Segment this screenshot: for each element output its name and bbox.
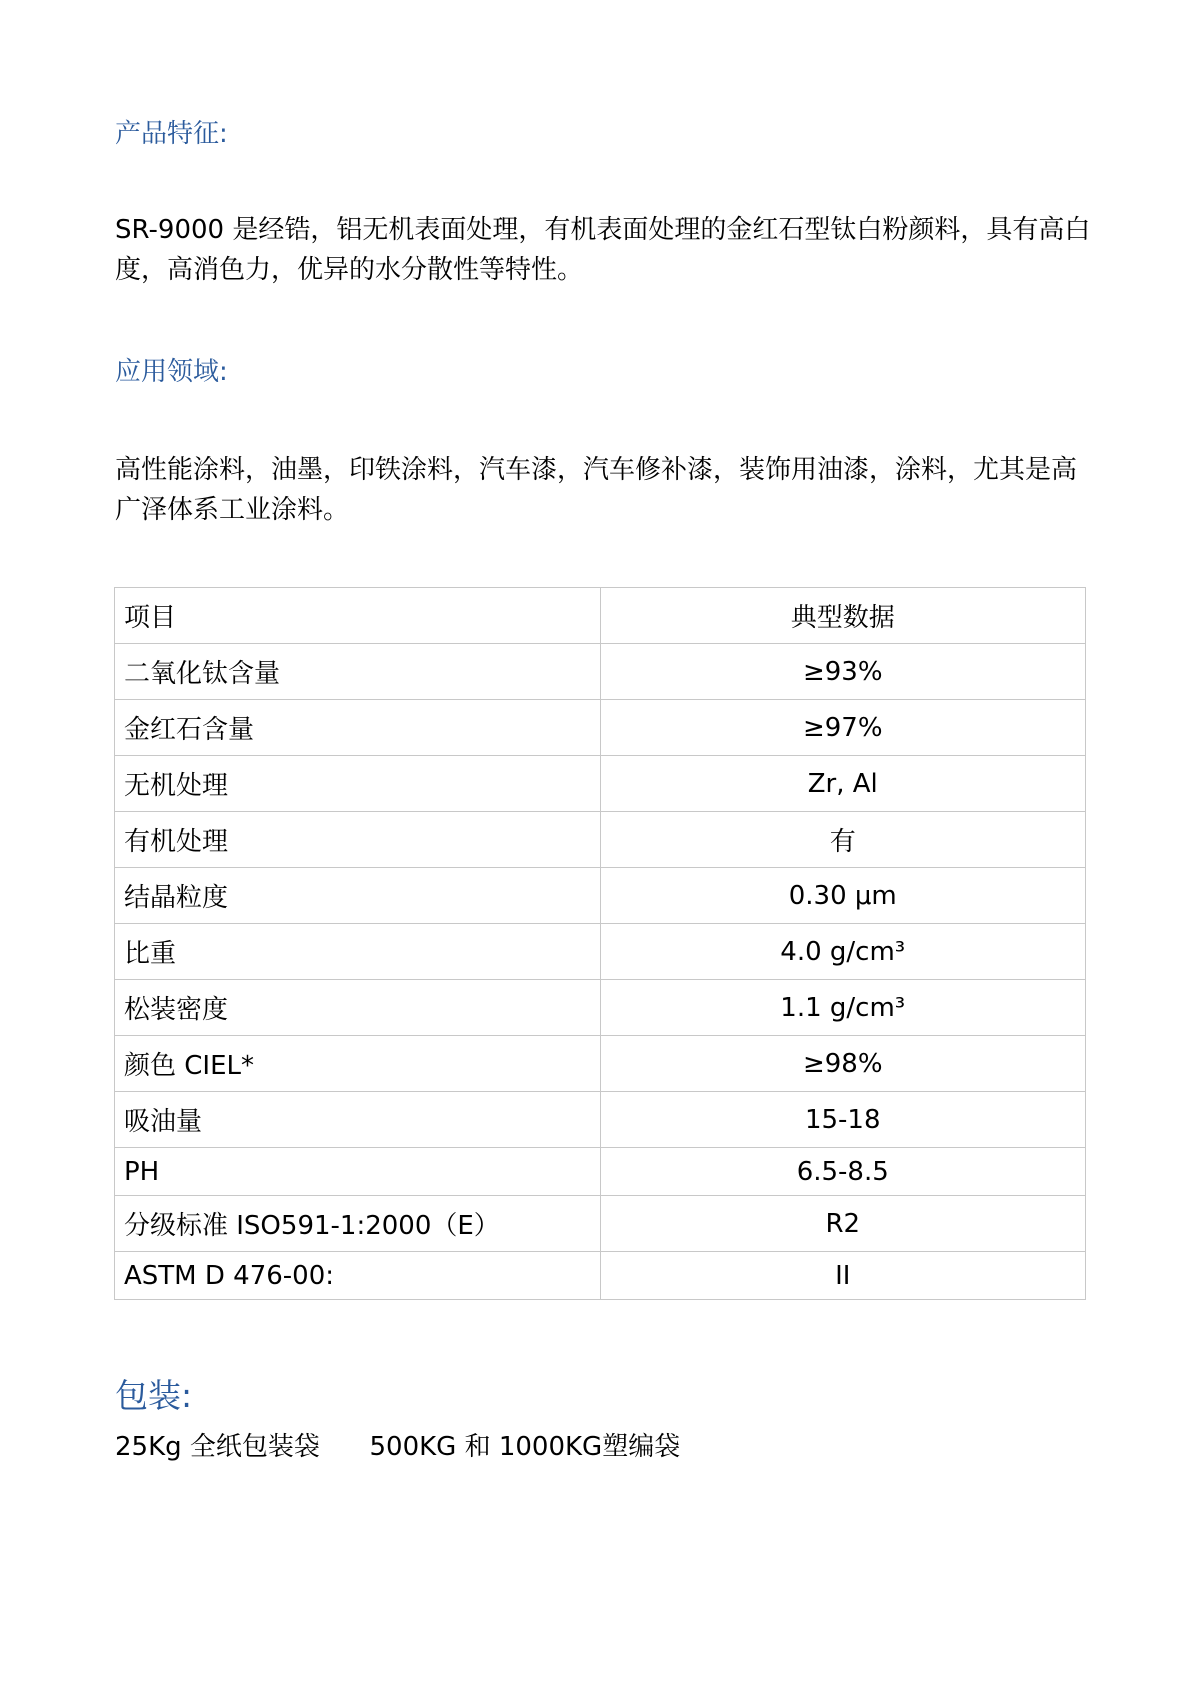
row-item: 分级标准 ISO591-1:2000（E） — [115, 1196, 601, 1252]
row-value: 0.30 μm — [600, 868, 1086, 924]
row-value: 6.5-8.5 — [600, 1148, 1086, 1196]
row-value: 1.1 g/cm³ — [600, 980, 1086, 1036]
row-value: 15-18 — [600, 1092, 1086, 1148]
row-item: 比重 — [115, 924, 601, 980]
header-value: 典型数据 — [600, 588, 1086, 644]
row-item: 颜色 CIEL* — [115, 1036, 601, 1092]
header-item: 项目 — [115, 588, 601, 644]
row-value: 4.0 g/cm³ — [600, 924, 1086, 980]
row-item: 金红石含量 — [115, 700, 601, 756]
row-item: 无机处理 — [115, 756, 601, 812]
row-value: R2 — [600, 1196, 1086, 1252]
table-row — [115, 1252, 1086, 1300]
row-item: PH — [115, 1148, 601, 1196]
table-row — [115, 644, 1086, 700]
table-row — [115, 756, 1086, 812]
applications-text: 高性能涂料，油墨，印铁涂料，汽车漆，汽车修补漆，装饰用油漆，涂料，尤其是高广泽体系工业涂料。 — [115, 455, 1078, 525]
features-heading: 产品特征: — [115, 119, 228, 149]
row-item: ASTM D 476-00: — [115, 1252, 601, 1300]
row-value: II — [600, 1252, 1086, 1300]
table-header-row — [115, 588, 1086, 644]
spec-table — [114, 587, 1086, 1300]
applications-heading: 应用领域: — [115, 357, 228, 387]
row-value: ≥98% — [600, 1036, 1086, 1092]
row-value: Zr, Al — [600, 756, 1086, 812]
packaging-heading: 包装: — [115, 1376, 193, 1415]
row-item: 有机处理 — [115, 812, 601, 868]
table-row — [115, 700, 1086, 756]
table-row — [115, 1036, 1086, 1092]
row-value: ≥93% — [600, 644, 1086, 700]
row-value: 有 — [600, 812, 1086, 868]
table-row — [115, 1196, 1086, 1252]
table-row — [115, 812, 1086, 868]
table-row — [115, 924, 1086, 980]
packaging-text: 25Kg 全纸包装袋 500KG 和 1000KG塑编袋 — [115, 1432, 681, 1462]
table-row — [115, 1092, 1086, 1148]
table-row — [115, 980, 1086, 1036]
row-value: ≥97% — [600, 700, 1086, 756]
row-item: 结晶粒度 — [115, 868, 601, 924]
row-item: 松装密度 — [115, 980, 601, 1036]
row-item: 吸油量 — [115, 1092, 601, 1148]
table-row — [115, 868, 1086, 924]
row-item: 二氧化钛含量 — [115, 644, 601, 700]
features-text: SR-9000 是经锆，铝无机表面处理，有机表面处理的金红石型钛白粉颜料，具有高白度，高消色力，优异的水分散性等特性。 — [115, 215, 1091, 285]
table-row — [115, 1148, 1086, 1196]
